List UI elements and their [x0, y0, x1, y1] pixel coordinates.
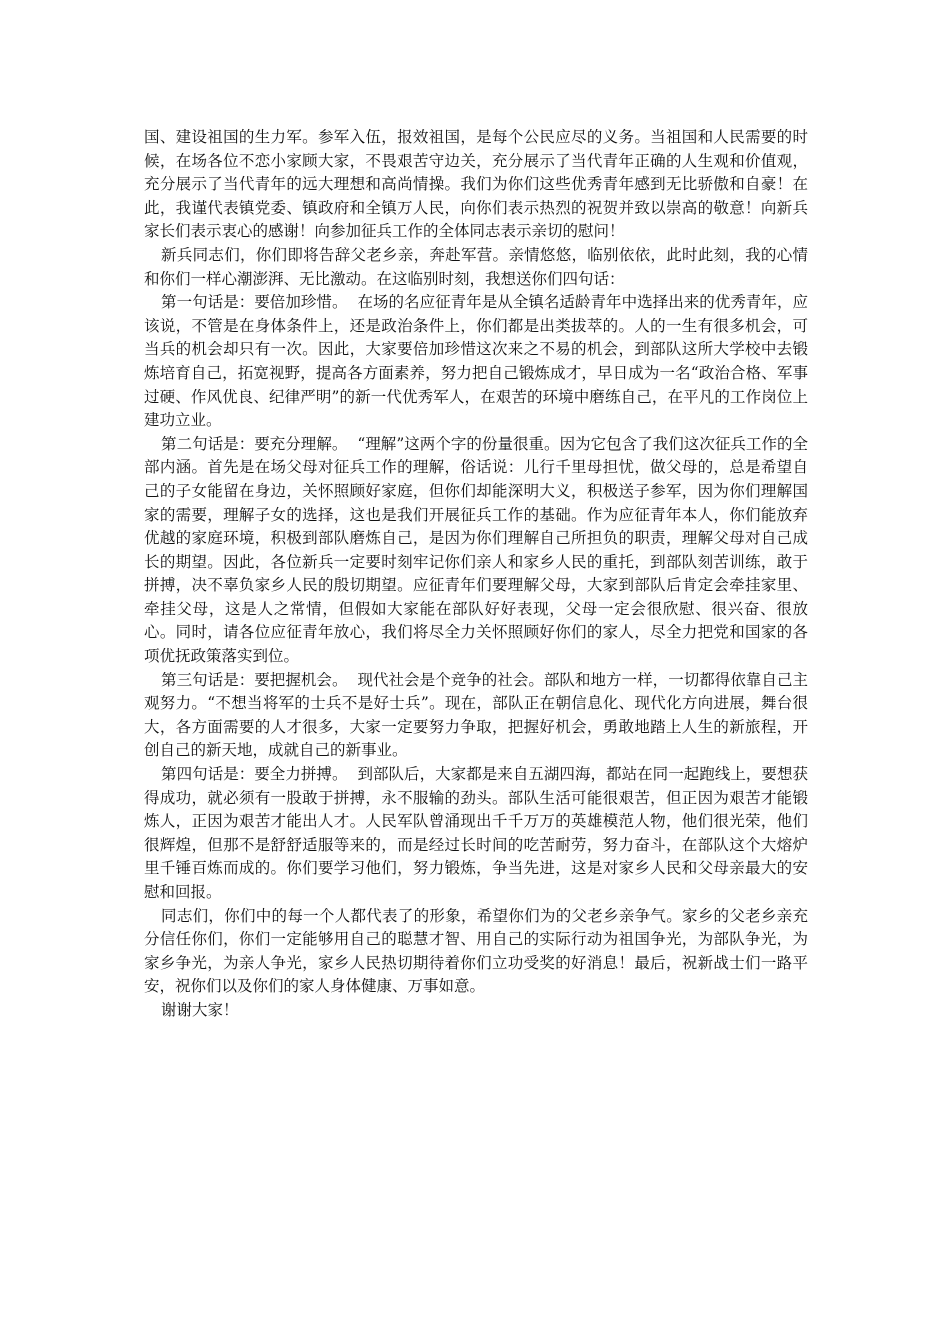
paragraph-point-one [144, 291, 808, 433]
paragraph-farewell [144, 244, 808, 291]
paragraph-lead: 第四句话是：要全力拼搏。 [161, 765, 358, 784]
paragraph-text: 国、建设祖国的生力军。参军入伍，报效祖国，是每个公民应尽的义务。当祖国和人民需要的时候，在场各位不恋小家顾大家，不畏艰苦守边关，充分展示了当代青年正确的人生观和价值观，充分展示了当代青年的远大理想和高尚情操。我们为你们这些优秀青年感到无比骄傲和自豪！在此，我谨代表镇党委、镇政府和全镇万人民，向你们表示热烈的祝贺并致以崇高的敬意！向新兵家长们表示衷心的感谢！向参加征兵工作的全体同志表示亲切的慰问！ [144, 128, 808, 241]
document-body [144, 126, 808, 1023]
paragraph-lead: 第一句话是：要倍加珍惜。 [161, 293, 358, 312]
paragraph-point-three [144, 669, 808, 763]
paragraph-thanks [144, 999, 808, 1023]
paragraph-point-four [144, 763, 808, 905]
paragraph-lead: 第三句话是：要把握机会。 [161, 670, 358, 689]
paragraph-closing [144, 905, 808, 999]
paragraph-text: “理解”这两个字的份量很重。因为它包含了我们这次征兵工作的全部内涵。首先是在场父母对征兵工作的理解，俗话说：儿行千里母担忧，做父母的，总是希望自己的子女能留在身边，关怀照顾好家庭，但你们却能深明大义，积极送子参军，因为你们理解国家的需要，理解子女的选择，这也是我们开展征兵工作的基础。作为应征青年本人，你们能放弃优越的家庭环境，积极到部队磨炼自己，是因为你们理解自己所担负的职责，理解父母对自己成长的期望。因此，各位新兵一定要时刻牢记你们亲人和家乡人民的重托，到部队刻苦训练，敢于拼搏，决不辜负家乡人民的殷切期望。应征青年们要理解父母，大家到部队后肯定会牵挂家里、牵挂父母，这是人之常情，但假如大家能在部队好好表现，父母一定会很欣慰、很兴奋、很放心。同时，请各位应征青年放心，我们将尽全力关怀照顾好你们的家人，尽全力把党和国家的各项优抚政策落实到位。 [144, 434, 808, 666]
paragraph-opening [144, 126, 808, 244]
paragraph-text: 到部队后，大家都是来自五湖四海，都站在同一起跑线上，要想获得成功，就必须有一股敢于拼搏，永不服输的劲头。部队生活可能很艰苦，但正因为艰苦才能锻炼人，正因为艰苦才能出人才。人民军队曾涌现出千千万万的英雄模范人物，他们很光荣，他们很辉煌，但那不是舒舒适服等来的，而是经过长时间的吃苦耐劳，努力奋斗，在部队这个大熔炉里千锤百炼而成的。你们要学习他们，努力锻炼，争当先进，这是对家乡人民和父母亲最大的安慰和回报。 [144, 765, 808, 901]
paragraph-lead: 第二句话是：要充分理解。 [161, 434, 358, 453]
paragraph-text: 同志们，你们中的每一个人都代表了的形象，希望你们为的父老乡亲争气。家乡的父老乡亲充分信任你们，你们一定能够用自己的聪慧才智、用自己的实际行动为祖国争光，为部队争光，为家乡争光，为亲人争光，家乡人民热切期待着你们立功受奖的好消息！最后，祝新战士们一路平安，祝你们以及你们的家人身体健康、万事如意。 [144, 906, 808, 996]
paragraph-text: 现代社会是个竞争的社会。部队和地方一样，一切都得依靠自己主观努力。“不想当将军的士兵不是好士兵”。现在，部队正在朝信息化、现代化方向进展，舞台很大，各方面需要的人才很多，大家一定要努力争取，把握好机会，勇敢地踏上人生的新旅程，开创自己的新天地，成就自己的新事业。 [144, 670, 808, 760]
paragraph-text: 新兵同志们，你们即将告辞父老乡亲，奔赴军营。亲情悠悠，临别依依，此时此刻，我的心情和你们一样心潮澎湃、无比激动。在这临别时刻，我想送你们四句话： [144, 245, 808, 288]
paragraph-point-two [144, 433, 808, 669]
paragraph-text: 在场的名应征青年是从全镇名适龄青年中选择出来的优秀青年，应该说，不管是在身体条件上，还是政治条件上，你们都是出类拔萃的。人的一生有很多机会，可当兵的机会却只有一次。因此，大家要倍加珍惜这次来之不易的机会，到部队这所大学校中去锻炼培育自己，拓宽视野，提高各方面素养，努力把自己锻炼成才，早日成为一名“政治合格、军事过硬、作风优良、纪律严明”的新一代优秀军人，在艰苦的环境中磨练自己，在平凡的工作岗位上建功立业。 [144, 293, 808, 430]
paragraph-text: 谢谢大家！ [161, 1000, 239, 1019]
